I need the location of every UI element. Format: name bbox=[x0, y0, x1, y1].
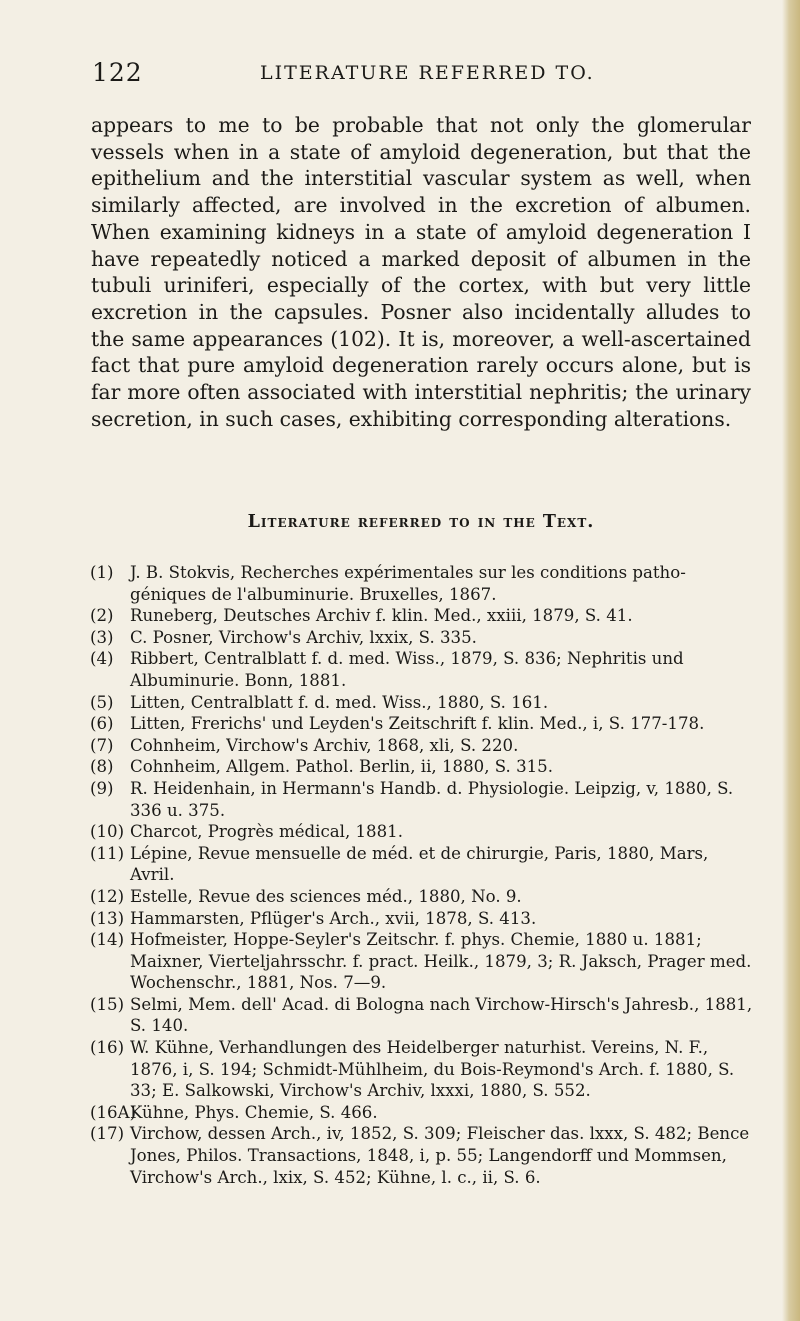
reference-text: W. Kühne, Verhandlungen des Heidelberger naturhist. Vereins, N. F., 1876, i, S. 194; Schmidt-Mühlheim, du Bois-Reymond's Arch. f. 1880, S. 33; E. Salkowski, Virchow's Archiv, lxxxi, 1880, S. 552. bbox=[130, 1038, 735, 1101]
reference-number: (3) bbox=[90, 627, 114, 647]
reference-item bbox=[90, 778, 754, 821]
reference-item bbox=[90, 713, 754, 735]
reference-number: (8) bbox=[90, 757, 114, 777]
reference-number: (2) bbox=[90, 606, 114, 626]
reference-text: C. Posner, Virchow's Archiv, lxxix, S. 335. bbox=[130, 627, 477, 647]
reference-text: Charcot, Progrès médical, 1881. bbox=[130, 822, 403, 842]
reference-text: Litten, Frerichs' und Leyden's Zeitschrift f. klin. Med., i, S. 177-178. bbox=[130, 714, 705, 734]
reference-text: Ribbert, Centralblatt f. d. med. Wiss., 1879, S. 836; Nephritis und Albuminurie. Bonn, 1881. bbox=[130, 649, 684, 690]
body-paragraph: appears to me to be probable that not only the glomerular vessels when in a state of amyloid degeneration, but that the epithelium and the interstitial vascular system as well, when similarly affected, are involved in the excretion of albumen. When examining kidneys in a state of amyloid degeneration I have repeatedly noticed a marked deposit of albumen in the tubuli uriniferi, especially of the cortex, with but very little excretion in the capsules. Posner also incidentally alludes to the same appearances (102). It is, moreover, a well-ascertained fact that pure amyloid degeneration rarely occurs alone, but is far more often associated with interstitial nephritis; the urinary secretion, in such cases, exhibiting corresponding alterations. bbox=[91, 113, 751, 431]
reference-number: (13) bbox=[90, 908, 125, 928]
reference-item bbox=[90, 1037, 754, 1102]
reference-number: (6) bbox=[90, 714, 114, 734]
reference-item bbox=[90, 605, 754, 627]
reference-number: (11) bbox=[90, 843, 125, 863]
reference-text: Virchow, dessen Arch., iv, 1852, S. 309; Fleischer das. lxxx, S. 482; Bence Jones, Philos. Transactions, 1848, i, p. 55; Langendorff und Mommsen, Virchow's Arch., lxix, S. 452; Kühne, l. c., ii, S. 6. bbox=[130, 1124, 750, 1187]
reference-number: (14) bbox=[90, 930, 125, 950]
reference-number: (10) bbox=[90, 822, 125, 842]
reference-number: (7) bbox=[90, 735, 114, 755]
reference-text: Runeberg, Deutsches Archiv f. klin. Med., xxiii, 1879, S. 41. bbox=[130, 606, 633, 626]
reference-item bbox=[90, 562, 754, 605]
reference-text: Cohnheim, Allgem. Pathol. Berlin, ii, 1880, S. 315. bbox=[130, 757, 554, 777]
reference-item bbox=[90, 756, 754, 778]
reference-text: Estelle, Revue des sciences méd., 1880, No. 9. bbox=[130, 886, 522, 906]
page-header bbox=[92, 58, 732, 92]
reference-text: J. B. Stokvis, Recherches expérimentales sur les conditions patho-géniques de l'albuminurie. Bruxelles, 1867. bbox=[130, 563, 686, 604]
reference-number: (5) bbox=[90, 692, 114, 712]
reference-number: (16) bbox=[90, 1038, 125, 1058]
reference-item bbox=[90, 843, 754, 886]
reference-text: Litten, Centralblatt f. d. med. Wiss., 1880, S. 161. bbox=[130, 692, 549, 712]
reference-number: (12) bbox=[90, 886, 125, 906]
section-heading: Literature referred to in the Text. bbox=[247, 512, 595, 532]
reference-item bbox=[90, 648, 754, 691]
page-number: 122 bbox=[92, 58, 143, 87]
reference-item bbox=[90, 692, 754, 714]
reference-item bbox=[90, 821, 754, 843]
reference-number: (15) bbox=[90, 994, 125, 1014]
reference-number: (17) bbox=[90, 1124, 125, 1144]
reference-item bbox=[90, 929, 754, 994]
reference-text: Kühne, Phys. Chemie, S. 466. bbox=[130, 1102, 378, 1122]
reference-number: (9) bbox=[90, 778, 114, 798]
reference-item bbox=[90, 735, 754, 757]
page-edge bbox=[782, 0, 800, 1321]
reference-number: (4) bbox=[90, 649, 114, 669]
reference-number: (16A) bbox=[90, 1102, 137, 1122]
reference-text: R. Heidenhain, in Hermann's Handb. d. Physiologie. Leipzig, v, 1880, S. 336 u. 375. bbox=[130, 778, 734, 820]
reference-text: Hofmeister, Hoppe-Seyler's Zeitschr. f. phys. Chemie, 1880 u. 1881; Maixner, Vierteljahrsschr. f. pract. Heilk., 1879, 3; R. Jaksch, Prager med. Wochenschr., 1881, Nos. 7—9. bbox=[130, 930, 752, 993]
reference-item bbox=[90, 1123, 754, 1188]
reference-item bbox=[90, 886, 754, 908]
reference-text: Hammarsten, Pflüger's Arch., xvii, 1878, S. 413. bbox=[130, 908, 537, 928]
reference-text: Lépine, Revue mensuelle de méd. et de chirurgie, Paris, 1880, Mars, Avril. bbox=[130, 843, 709, 885]
running-head: LITERATURE REFERRED TO. bbox=[260, 62, 595, 84]
reference-item bbox=[90, 1102, 754, 1124]
reference-item bbox=[90, 627, 754, 649]
reference-text: Selmi, Mem. dell' Acad. di Bologna nach Virchow-Hirsch's Jahresb., 1881, S. 140. bbox=[130, 994, 753, 1036]
reference-number: (1) bbox=[90, 563, 114, 582]
reference-text: Cohnheim, Virchow's Archiv, 1868, xli, S. 220. bbox=[130, 735, 519, 755]
reference-item bbox=[90, 908, 754, 930]
reference-list bbox=[90, 562, 754, 1188]
reference-item bbox=[90, 994, 754, 1037]
